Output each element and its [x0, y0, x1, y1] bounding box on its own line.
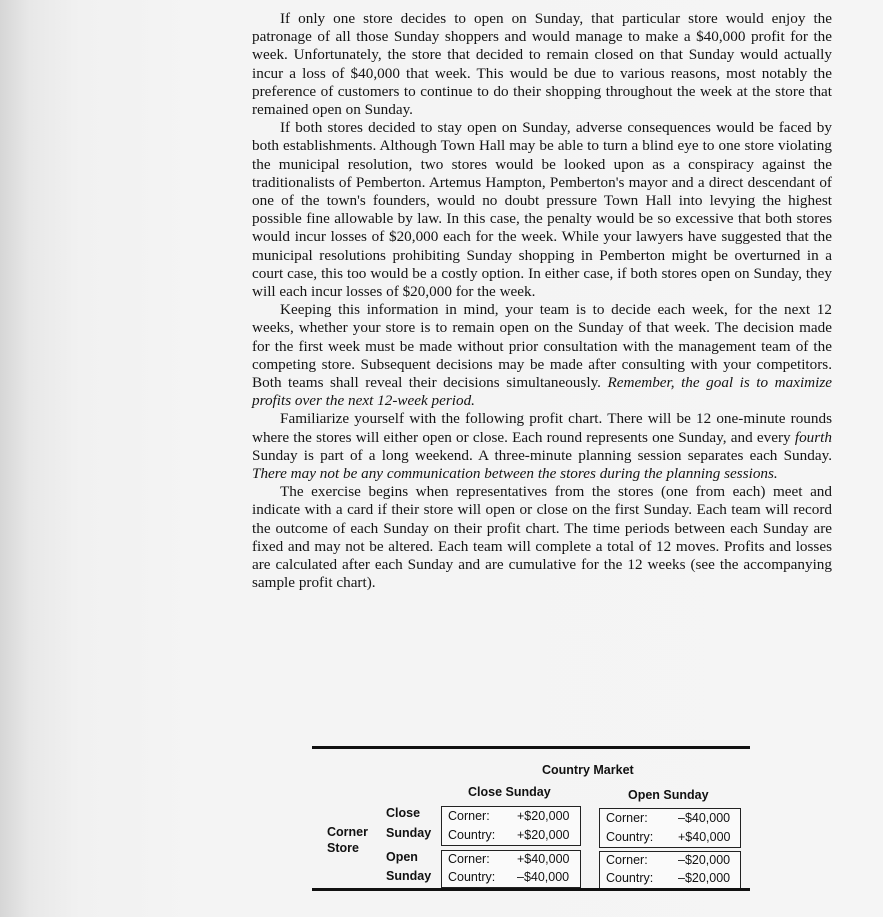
- cell-label: Corner:: [606, 811, 648, 825]
- column-close-sunday: Close Sunday: [468, 785, 551, 799]
- cell-close-open: [599, 808, 741, 848]
- cell-value: +$40,000: [517, 852, 570, 866]
- paragraph-4-emphasis-1: fourth: [794, 428, 832, 446]
- cell-open-close: [441, 850, 581, 888]
- cell-value: +$20,000: [517, 809, 570, 823]
- row-close-label-1: Close: [386, 806, 421, 820]
- row-close-label-2: Sunday: [386, 826, 432, 840]
- cell-label: Country:: [448, 870, 496, 884]
- cell-label: Country:: [606, 830, 654, 844]
- paragraph-3-text: Keeping this information in mind, your team is to decide each week, for the next 12 weeks, whether your store is to remain open on the Sunday of that week. The decision made for the first week must be made without prior consultation with the management team of the competing store. Subsequent decisions may be made after consulting with your competitors. Both teams shall reveal their decisions simultaneously.: [252, 301, 832, 392]
- table-top-rule: [312, 746, 750, 749]
- paragraph-4: [252, 410, 832, 483]
- paragraph-3-emphasis: Remember, the goal is to maximize profits over the next 12-week period.: [252, 374, 832, 410]
- column-title: Country Market: [542, 763, 634, 777]
- row-title-corner: Corner: [327, 825, 368, 839]
- paragraph-2: If both stores decided to stay open on Sunday, adverse consequences would be faced by both establishments. Although Town Hall may be able to turn a blind eye to one store violating the municipal resolution, two stores would be looked upon as a conspiracy against the traditionalists of Pemberton. Artemus Hampton, Pemberton's mayor and a direct descendant of one of the town's founders, would no doubt pressure Town Hall into levying the highest possible fine allowable by law. In this case, the penalty would be so excessive that both stores would incur losses of $20,000 each for the week. While your lawyers have suggested that the municipal resolutions prohibiting Sunday shopping in Pemberton might be overturned in a court case, this too would be a costly option. In either case, if both stores open on Sunday, they will each incur losses of $20,000 for the week.: [252, 119, 832, 301]
- cell-value: +$40,000: [678, 830, 731, 844]
- cell-value: –$20,000: [678, 871, 731, 885]
- cell-label: Country:: [606, 871, 654, 885]
- paragraph-5: The exercise begins when representatives from the stores (one from each) meet and indicate with a card if their store will open or close on the first Sunday. Each team will record the outcome of each Sunday on their profit chart. The time periods between each Sunday are fixed and may not be altered. Each team will complete a total of 12 moves. Profits and losses are calculated after each Sunday and are cumulative for the 12 weeks (see the accompanying sample profit chart).: [252, 483, 832, 592]
- paragraph-1: If only one store decides to open on Sunday, that particular store would enjoy the patronage of all those Sunday shoppers and would manage to make a $40,000 profit for the week. Unfortunately, the store that decided to remain closed on that Sunday would actually incur a loss of $40,000 that week. This would be due to various reasons, most notably the preference of customers to continue to do their shopping throughout the week at the store that remained open on Sunday.: [252, 10, 832, 119]
- cell-close-close: [441, 806, 581, 846]
- row-title-store: Store: [327, 841, 359, 855]
- cell-label: Country:: [448, 828, 496, 842]
- cell-label: Corner:: [448, 809, 490, 823]
- paragraph-4-text-a: Familiarize yourself with the following profit chart. There will be 12 one-minute rounds where the stores will either open or close. Each round represents one Sunday, and every: [252, 410, 832, 446]
- cell-value: –$40,000: [517, 870, 570, 884]
- row-open-label-2: Sunday: [386, 869, 432, 883]
- cell-label: Corner:: [606, 853, 648, 867]
- cell-label: Corner:: [448, 852, 490, 866]
- table-bottom-rule: [312, 888, 750, 891]
- column-open-sunday: Open Sunday: [628, 788, 709, 802]
- paragraph-4-text-b: Sunday is part of a long weekend. A three-minute planning session separates each Sunday.: [252, 446, 832, 464]
- cell-value: –$40,000: [678, 811, 731, 825]
- paragraph-4-emphasis-2: There may not be any communication between the stores during the planning sessions.: [252, 465, 778, 483]
- row-open-label-1: Open: [386, 850, 418, 864]
- cell-open-open: [599, 851, 741, 889]
- paragraph-3: [252, 301, 832, 410]
- document-body: [252, 10, 832, 593]
- cell-value: +$20,000: [517, 828, 570, 842]
- cell-value: –$20,000: [678, 853, 731, 867]
